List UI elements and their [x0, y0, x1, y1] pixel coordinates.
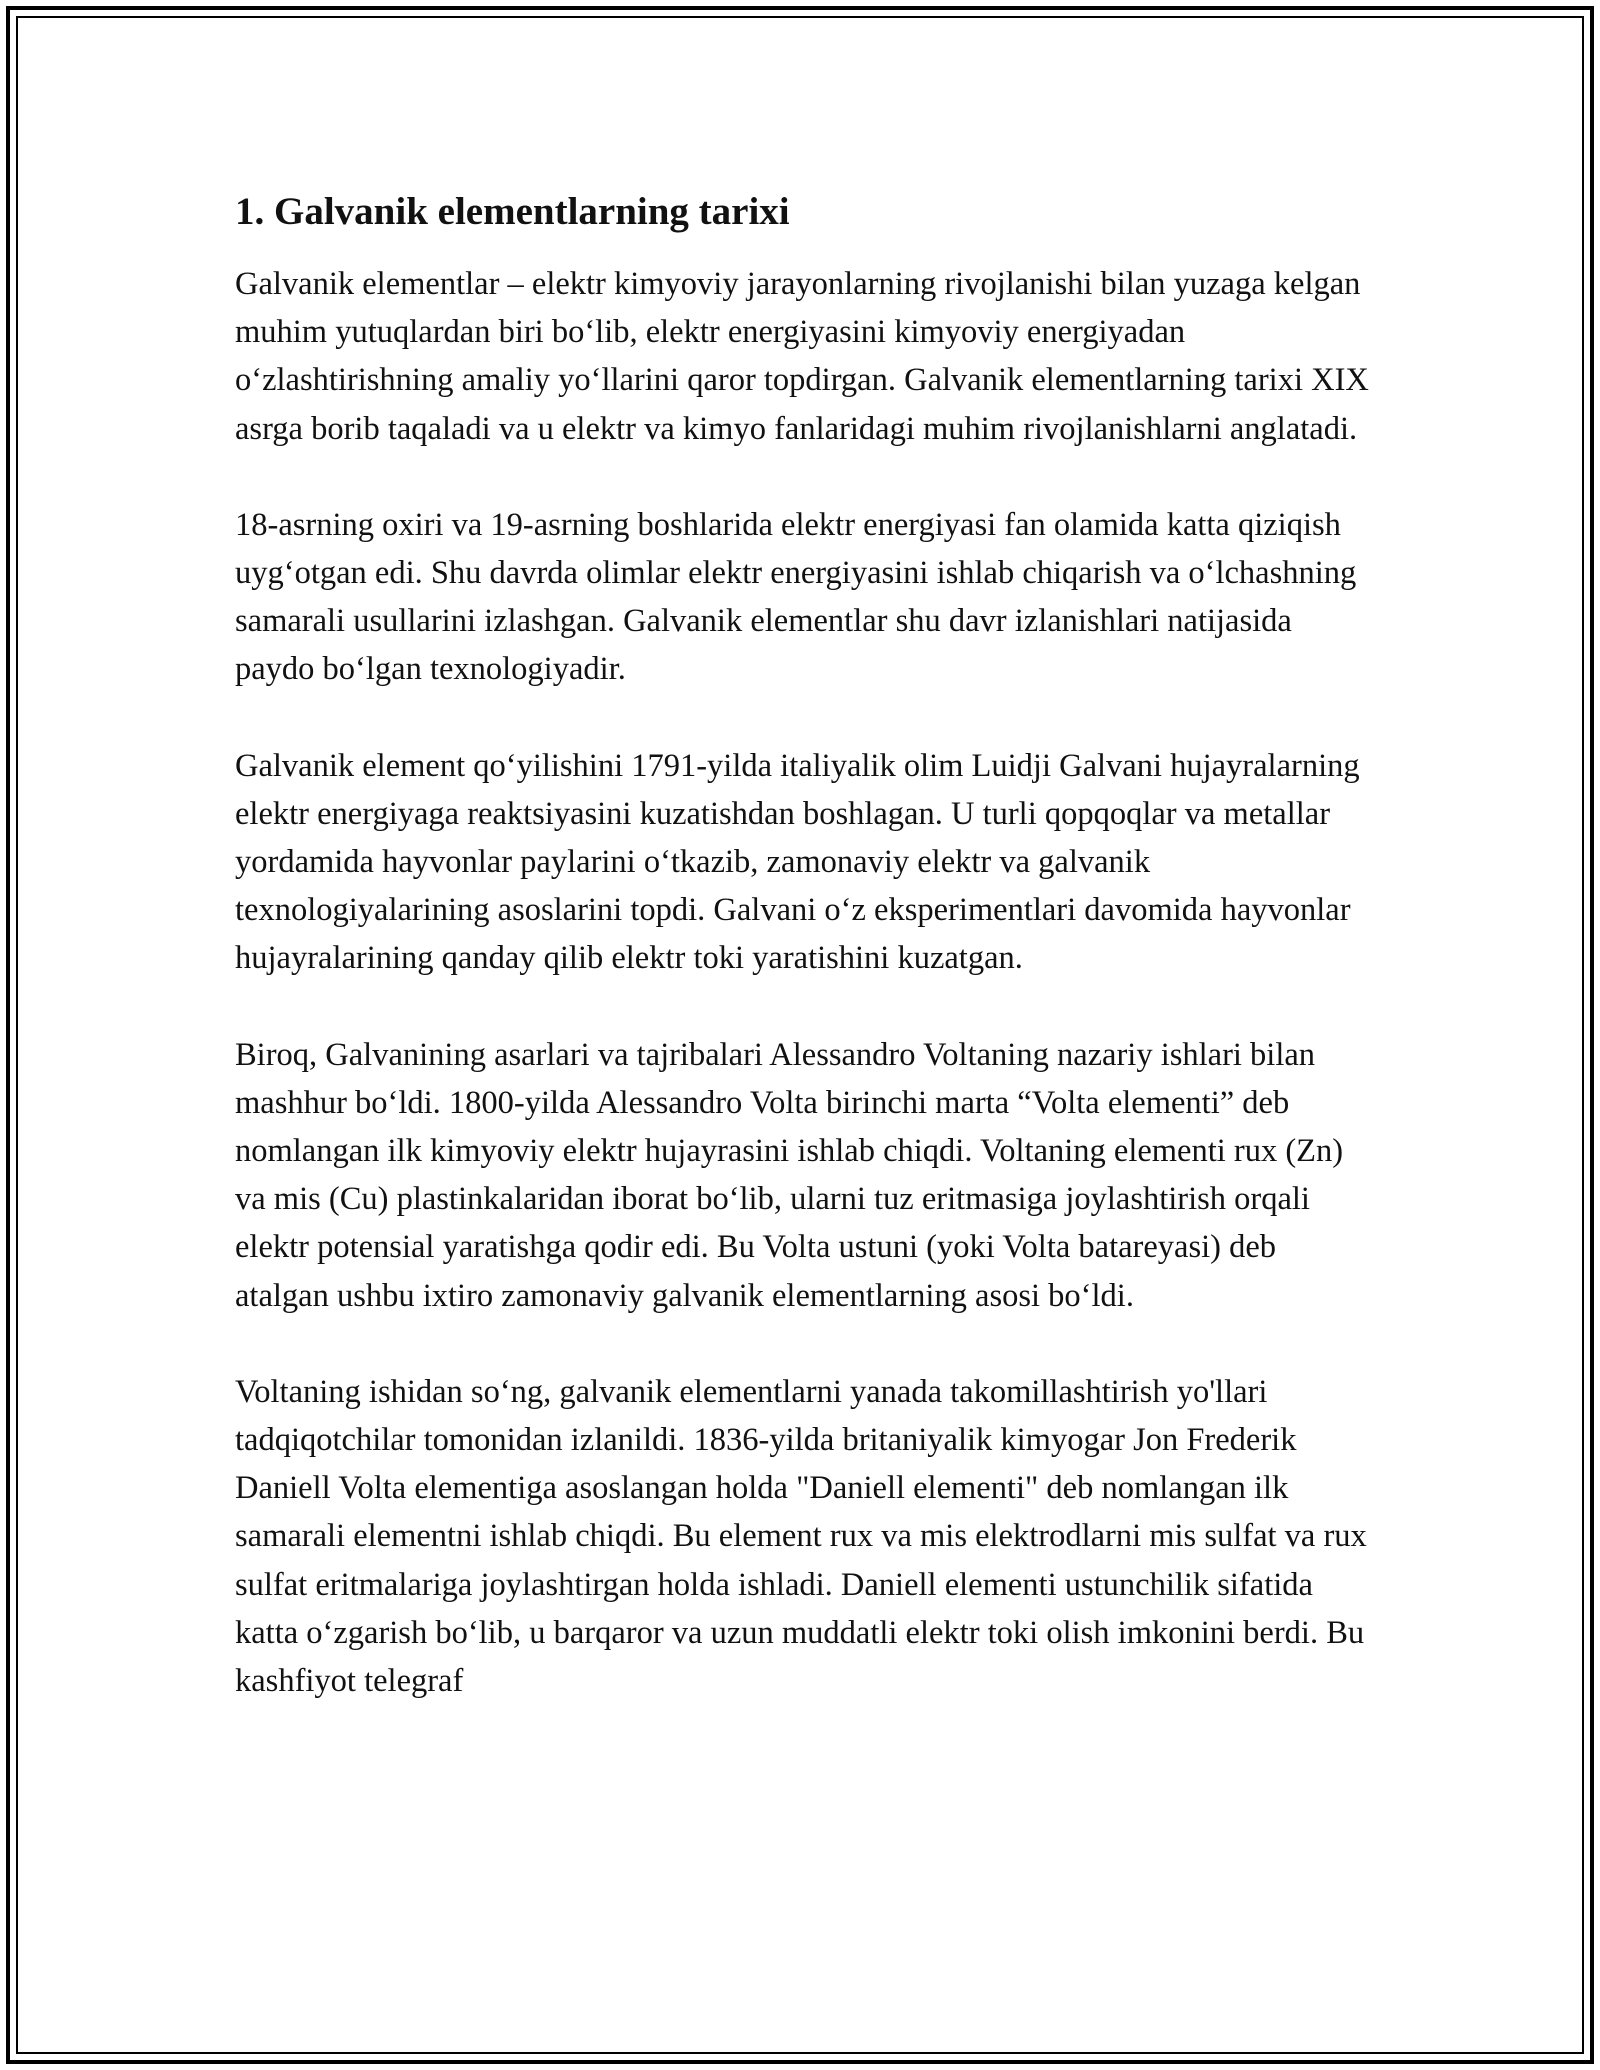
paragraph-1: Galvanik elementlar – elektr kimyoviy jarayonlarning rivojlanishi bilan yuzaga kelgan muhim yutuqlardan biri bo‘lib, elektr energiyasini kimyoviy energiyadan o‘zlashtirishning amaliy yo‘llarini qaror topdirgan. Galvanik elementlarning tarixi XIX asrga borib taqaladi va u elektr va kimyo fanlaridagi muhim rivojlanishlarni anglatadi. [235, 266, 1369, 447]
paragraph-5: Voltaning ishidan so‘ng, galvanik elementlarni yanada takomillashtirish yo'llari tadqiqotchilar tomonidan izlanildi. 1836-yilda britaniyalik kimyogar Jon Frederik Daniell Volta elementiga asoslangan holda "Daniell elementi" deb nomlangan ilk samarali elementni ishlab chiqdi. Bu element rux va mis elektrodlarni mis sulfat va rux sulfat eritmalariga joylashtirgan holda ishladi. Daniell elementi ustunchilik sifatida katta o‘zgarish bo‘lib, u barqaror va uzun muddatli elektr toki olish imkonini berdi. Bu kashfiyot telegraf [235, 1373, 1367, 1700]
document-body [235, 188, 1375, 1705]
paragraph-4: Biroq, Galvanining asarlari va tajribalari Alessandro Voltaning nazariy ishlari bilan mashhur bo‘ldi. 1800-yilda Alessandro Volta birinchi marta “Volta elementi” deb nomlangan ilk kimyoviy elektr hujayrasini ishlab chiqdi. Voltaning elementi rux (Zn) va mis (Cu) plastinkalaridan iborat bo‘lib, ularni tuz eritmasiga joylashtirish orqali elektr potensial yaratishga qodir edi. Bu Volta ustuni (yoki Volta batareyasi) deb atalgan ushbu ixtiro zamonaviy galvanik elementlarning asosi bo‘ldi. [235, 1036, 1344, 1314]
section-heading: 1. Galvanik elementlarning tarixi [235, 190, 790, 233]
paragraph-3: Galvanik element qo‘yilishini 1791-yilda italiyalik olim Luidji Galvani hujayralarning elektr energiyaga reaktsiyasini kuzatishdan boshlagan. U turli qopqoqlar va metallar yordamida hayvonlar paylarini o‘tkazib, zamonaviy elektr va galvanik texnologiyalarining asoslarini topdi. Galvani o‘z eksperimentlari davomida hayvonlar hujayralarining qanday qilib elektr toki yaratishini kuzatgan. [235, 747, 1360, 977]
paragraph-2: 18-asrning oxiri va 19-asrning boshlarida elektr energiyasi fan olamida katta qiziqish uyg‘otgan edi. Shu davrda olimlar elektr energiyasini ishlab chiqarish va o‘lchashning samarali usullarini izlashgan. Galvanik elementlar shu davr izlanishlari natijasida paydo bo‘lgan texnologiyadir. [235, 506, 1357, 688]
